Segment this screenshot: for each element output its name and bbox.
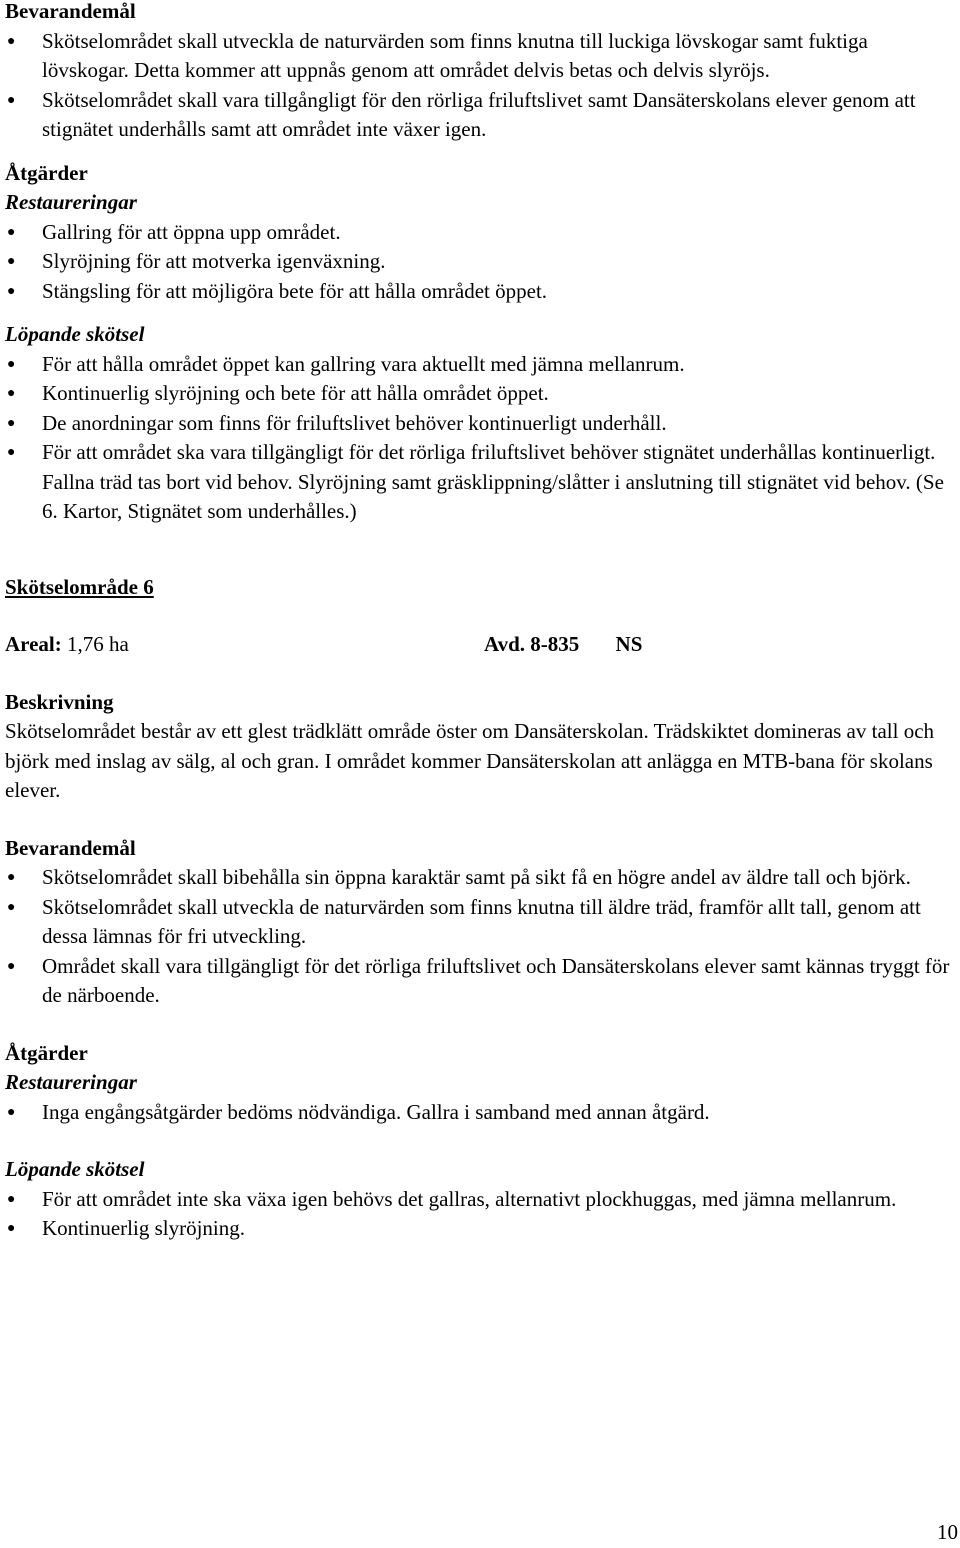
lopande-list-6	[5, 1185, 955, 1244]
bevarandemal-heading-6: Bevarandemål	[5, 835, 136, 860]
list-item: ● Skötselområdet skall vara tillgångligt för den rörliga friluftslivet samt Dansäterskolans elever genom att stignätet underhålls samt att området inte växer igen.	[7, 87, 916, 141]
lopande-heading-6: Löpande skötsel	[5, 1157, 145, 1181]
avd-code: Avd. 8-835	[484, 632, 580, 656]
bullet-icon: ●	[7, 254, 16, 269]
atgarder-heading: Åtgärder	[5, 160, 88, 185]
atgarder-heading-6: Åtgärder	[5, 1040, 88, 1065]
list-item: ● För att området ska vara tillgängligt för det rörliga friluftslivet behöver stignätet underhållas kontinuerligt. Fallna träd tas bort vid behov. Slyröjning samt gräsklippning/slåtter i anslutning till stignätet vid behov. (Se 6. Kartor, Stignätet som underhålles.)	[7, 440, 944, 523]
areal-value: 1,76 ha	[67, 632, 129, 656]
list-item: ● Stängsling för att möjligöra bete för att hålla området öppet.	[5, 277, 955, 307]
bullet-icon: ●	[7, 1221, 16, 1236]
list-item: ● Kontinuerlig slyröjning.	[5, 1214, 955, 1244]
avd-type: NS	[615, 632, 643, 656]
list-item: ● Skötselområdet skall utveckla de naturvärden som finns knutna till luckiga lövskogar samt fuktiga lövskogar. Detta kommer att uppnås genom att området delvis betas och delvis slyröjs.	[7, 28, 868, 82]
bullet-icon: ●	[7, 386, 16, 401]
list-item: ● Området skall vara tillgängligt för det rörliga friluftslivet och Dansäterskolans elever samt kännas tryggt för de närboende.	[7, 953, 950, 1007]
bullet-icon: ●	[7, 899, 16, 915]
bullet-icon: ●	[7, 92, 16, 108]
restaureringar-heading: Restaureringar	[5, 190, 137, 214]
bullet-icon: ●	[7, 1191, 16, 1207]
restaureringar-list-6	[5, 1098, 955, 1128]
bullet-icon: ●	[7, 870, 16, 885]
lopande-list	[5, 350, 955, 527]
list-item: ● Skötselområdet skall bibehålla sin öppna karaktär samt på sikt få en högre andel av äldre tall och björk.	[5, 863, 955, 893]
list-item: ● Kontinuerlig slyröjning och bete för att hålla området öppet.	[5, 379, 955, 409]
bullet-icon: ●	[7, 415, 16, 431]
page-number: 10	[937, 1520, 958, 1544]
list-item: ● De anordningar som finns för friluftslivet behöver kontinuerligt underhåll.	[5, 409, 955, 439]
restaureringar-list	[5, 218, 955, 307]
bullet-icon: ●	[7, 283, 16, 299]
bevarandemal-heading: Bevarandemål	[5, 0, 136, 23]
beskrivning-text: Skötselområdet består av ett glest trädklätt område öster om Dansäterskolan. Trädskiktet domineras av tall och björk med inslag av sälg, al och gran. I området kommer Dansäterskolan att anlägga en MTB-bana för skolans elever.	[5, 719, 935, 802]
bullet-icon: ●	[7, 33, 16, 49]
list-item: ● Slyröjning för att motverka igenväxning.	[5, 247, 955, 277]
list-item: ● Skötselområdet skall utveckla de naturvärden som finns knutna till äldre träd, framför allt tall, genom att dessa lämnas för fri utveckling.	[7, 894, 921, 948]
areal-row	[5, 630, 955, 660]
restaureringar-heading-6: Restaureringar	[5, 1070, 137, 1094]
bullet-icon: ●	[7, 445, 16, 460]
section-title: Skötselområde 6	[5, 574, 154, 599]
bullet-icon: ●	[7, 958, 16, 974]
lopande-heading: Löpande skötsel	[5, 322, 145, 346]
document-page	[5, 0, 955, 1244]
bevarandemal-list-6	[5, 863, 955, 1011]
list-item: ● Inga engångsåtgärder bedöms nödvändiga. Gallra i samband med annan åtgärd.	[5, 1098, 955, 1128]
beskrivning-heading: Beskrivning	[5, 689, 114, 714]
areal-label: Areal:	[5, 632, 62, 656]
bullet-icon: ●	[7, 356, 16, 372]
list-item: ● För att området inte ska växa igen behövs det gallras, alternativt plockhuggas, med jämna mellanrum.	[5, 1185, 955, 1215]
bevarandemal-list	[5, 27, 955, 145]
list-item: ● För att hålla området öppet kan gallring vara aktuellt med jämna mellanrum.	[5, 350, 955, 380]
bullet-icon: ●	[7, 1104, 16, 1120]
bullet-icon: ●	[7, 224, 16, 240]
list-item: ● Gallring för att öppna upp området.	[5, 218, 955, 248]
